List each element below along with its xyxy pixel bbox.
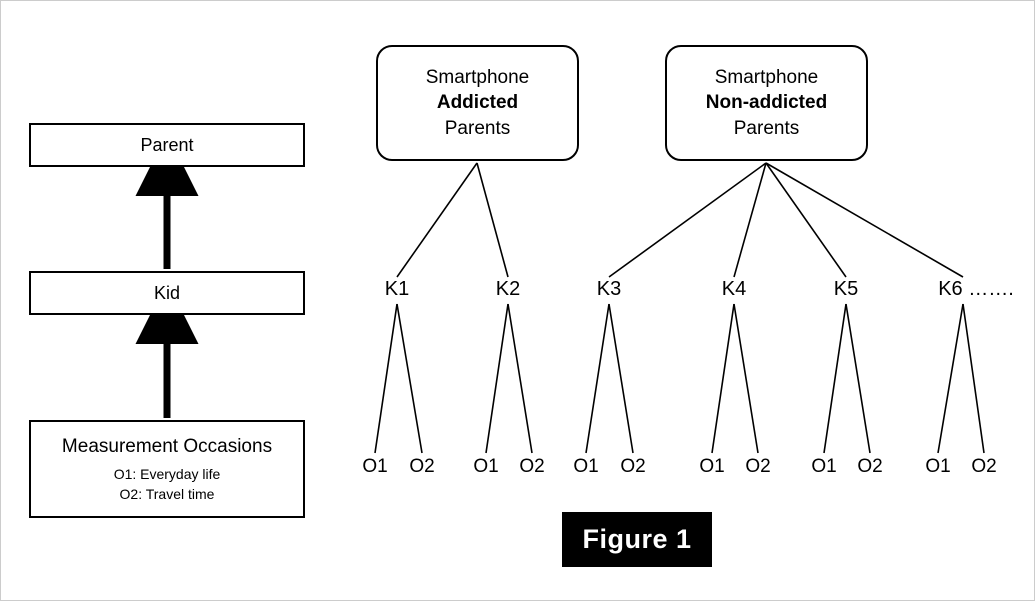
level-label-kid: Kid: [153, 282, 180, 303]
occasion-k5-o2: O2: [857, 456, 883, 477]
kid-node-k4: K4: [721, 278, 747, 300]
kid-node-k5: K5: [833, 278, 859, 300]
occasion-k4-o2: O2: [745, 456, 771, 477]
figure-caption: Figure 1: [562, 512, 712, 567]
level-box-measurement-occasions: [29, 420, 305, 518]
measurement-line-2: O2: Travel time: [119, 486, 215, 503]
occasion-k6-o2: O2: [971, 456, 997, 477]
occasion-k6-o1: O1: [925, 456, 951, 477]
measurement-line-1: O1: Everyday life: [113, 466, 221, 482]
occasion-k5-o1: O1: [811, 456, 837, 477]
group-nonaddicted-line-1: Smartphone: [714, 66, 819, 88]
occasion-k1-o1: O1: [362, 456, 388, 477]
occasion-k2-o1: O1: [473, 456, 499, 477]
occasion-k1-o2: O2: [409, 456, 435, 477]
group-nonaddicted-line-2: Non-addicted: [705, 92, 828, 114]
kid-node-k2: K2: [495, 278, 521, 300]
group-addicted-line-3: Parents: [444, 117, 511, 139]
level-box-parent: [29, 123, 305, 167]
kid-node-k6: K6 …….: [938, 278, 1014, 300]
group-addicted-line-2: Addicted: [436, 92, 519, 114]
group-box-non-addicted-parents: [665, 45, 868, 161]
kid-node-k1: K1: [384, 278, 410, 300]
level-label-parent: Parent: [140, 134, 194, 155]
occasion-k2-o2: O2: [519, 456, 545, 477]
group-nonaddicted-line-3: Parents: [733, 117, 800, 139]
measurement-title: Measurement Occasions: [61, 436, 273, 457]
occasion-k3-o2: O2: [620, 456, 646, 477]
occasion-k4-o1: O1: [699, 456, 725, 477]
level-box-kid: [29, 271, 305, 315]
group-addicted-line-1: Smartphone: [425, 66, 530, 88]
kid-node-k3: K3: [596, 278, 622, 300]
group-box-addicted-parents: [376, 45, 579, 161]
occasion-k3-o1: O1: [573, 456, 599, 477]
